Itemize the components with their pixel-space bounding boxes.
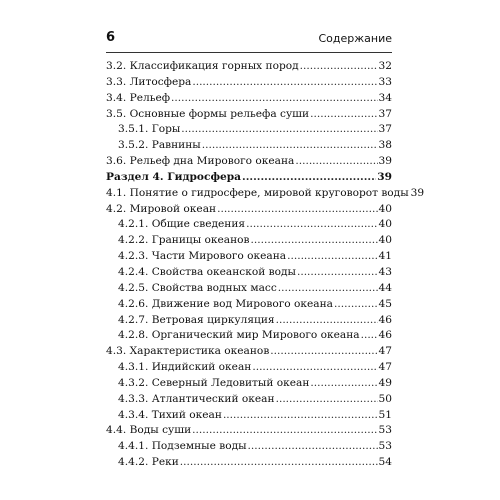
toc-entry-title: 4.4. Воды суши: [106, 424, 192, 437]
toc-entry: [106, 392, 392, 408]
toc-entry: [106, 344, 392, 360]
toc-entry-page: 32: [378, 60, 392, 72]
toc-entry-page: 47: [378, 361, 392, 374]
toc-entry-page: 47: [378, 345, 392, 358]
dot-leader: [295, 154, 377, 170]
toc-entry-title: 3.2. Классификация горных пород: [106, 60, 299, 72]
toc-entry-title: 4.3.2. Северный Ледовитый океан: [118, 376, 310, 389]
toc-entry-page: 49: [378, 376, 392, 389]
toc-entry-page: 38: [378, 139, 392, 152]
toc-entry-page: 41: [378, 250, 392, 263]
dot-leader: [276, 313, 378, 329]
toc-entry-page: 44: [378, 281, 392, 294]
dot-leader: [242, 170, 376, 186]
toc-entry-title: 4.4.1. Подземные воды: [118, 440, 247, 453]
toc-entry-title: 4.2.4. Свойства океанской воды: [118, 265, 296, 278]
toc-entry: [106, 313, 392, 329]
toc-entry-title: 4.3.4. Тихий океан: [118, 408, 222, 421]
toc-entry: [106, 122, 392, 138]
toc-entry-page: 46: [378, 313, 392, 326]
toc-entry-title: 3.6. Рельеф дна Мирового океана: [106, 155, 295, 168]
dot-leader: [278, 281, 378, 297]
toc-entry: [106, 455, 392, 471]
dot-leader: [223, 408, 378, 424]
dot-leader: [248, 439, 378, 455]
toc-entry-title: 4.2.5. Свойства водных масс: [118, 281, 277, 294]
toc-entry-page: 33: [378, 75, 392, 88]
dot-leader: [361, 328, 378, 344]
toc-entry: [106, 107, 392, 123]
toc-entry-title: 3.5.2. Равнины: [118, 139, 201, 152]
dot-leader: [246, 217, 377, 233]
toc-entry-page: 40: [378, 218, 392, 231]
dot-leader: [300, 59, 378, 75]
toc-entry: [106, 439, 392, 455]
dot-leader: [251, 233, 378, 249]
toc-entry-title: 4.1. Понятие о гидросфере, мировой круговорот воды: [106, 186, 409, 199]
toc-entry-page: 45: [378, 297, 392, 310]
toc-entry: [106, 265, 392, 281]
dot-leader: [310, 107, 377, 123]
dot-leader: [310, 376, 377, 392]
toc-entry: [106, 408, 392, 424]
toc-entry-page: 46: [378, 329, 392, 342]
toc-entry-page: 54: [378, 456, 392, 469]
toc-entry: [106, 186, 425, 202]
toc-entry-title: 4.3. Характеристика океанов: [106, 345, 270, 358]
toc-entry: [106, 249, 392, 265]
dot-leader: [192, 75, 377, 91]
toc-entry: [106, 202, 392, 218]
toc-entry-title: 3.3. Литосфера: [106, 75, 192, 88]
dot-leader: [270, 344, 377, 360]
toc-entry: [106, 423, 392, 439]
toc-entry-page: 43: [378, 265, 392, 278]
dot-leader: [217, 202, 377, 218]
header-rule: [106, 52, 392, 53]
toc-entry-page: 37: [378, 123, 392, 136]
dot-leader: [334, 297, 378, 313]
toc-entry: [106, 138, 392, 154]
toc-entry-title: 4.2.3. Части Мирового океана: [118, 250, 287, 263]
toc-entry-title: 3.5.1. Горы: [118, 123, 181, 136]
toc-entry-page: 34: [378, 91, 392, 104]
toc-entry-page: 40: [378, 202, 392, 215]
toc-entry-page: 39: [377, 170, 392, 183]
dot-leader: [297, 265, 378, 281]
toc-entry-page: 39: [410, 186, 425, 199]
toc-entry-title: 4.2.6. Движение вод Мирового океана: [118, 297, 333, 310]
toc-entry-title: 4.3.1. Индийский океан: [118, 361, 252, 374]
toc-entry: [106, 376, 392, 392]
dot-leader: [202, 138, 378, 154]
toc-entry-page: 50: [378, 392, 392, 405]
dot-leader: [287, 249, 377, 265]
dot-leader: [181, 122, 377, 138]
toc-entry: [106, 59, 392, 75]
toc-entry-title: 4.2.8. Органический мир Мирового океана: [118, 329, 360, 342]
toc-entry-page: 53: [378, 424, 392, 437]
toc-entry-title: 3.4. Рельеф: [106, 91, 171, 104]
toc-entry-title: 4.2. Мировой океан: [106, 202, 217, 215]
toc-entry: [106, 91, 392, 107]
toc-entry-page: 40: [378, 234, 392, 247]
toc-entry-title: 4.2.1. Общие сведения: [118, 218, 246, 231]
toc-entry-title: 4.2.2. Границы океанов: [118, 234, 250, 247]
toc-entry: [106, 75, 392, 91]
dot-leader: [192, 423, 377, 439]
toc-entry: [106, 281, 392, 297]
dot-leader: [171, 91, 377, 107]
toc-entry: [106, 154, 392, 170]
toc-entry-page: 53: [378, 440, 392, 453]
running-title: Содержание: [318, 32, 392, 45]
dot-leader: [180, 455, 378, 471]
dot-leader: [276, 392, 378, 408]
toc-entry: [106, 233, 392, 249]
toc-entry-title: 4.2.7. Ветровая циркуляция: [118, 313, 275, 326]
toc-entry-page: 39: [378, 155, 392, 168]
toc-entry-title: 4.4.2. Реки: [118, 456, 179, 469]
toc-entry: [106, 170, 392, 186]
table-of-contents: [106, 59, 425, 471]
toc-entry: [106, 297, 392, 313]
toc-entry-title: 4.3.3. Атлантический океан: [118, 392, 275, 405]
toc-entry-title: 3.5. Основные формы рельефа суши: [106, 107, 310, 120]
toc-entry-title: Раздел 4. Гидросфера: [106, 170, 242, 183]
page-header: [106, 30, 392, 50]
page-number: 6: [106, 30, 116, 45]
toc-entry-page: 51: [378, 408, 392, 421]
toc-entry: [106, 328, 392, 344]
toc-entry-page: 37: [378, 107, 392, 120]
toc-entry: [106, 360, 392, 376]
dot-leader: [252, 360, 377, 376]
toc-entry: [106, 217, 392, 233]
